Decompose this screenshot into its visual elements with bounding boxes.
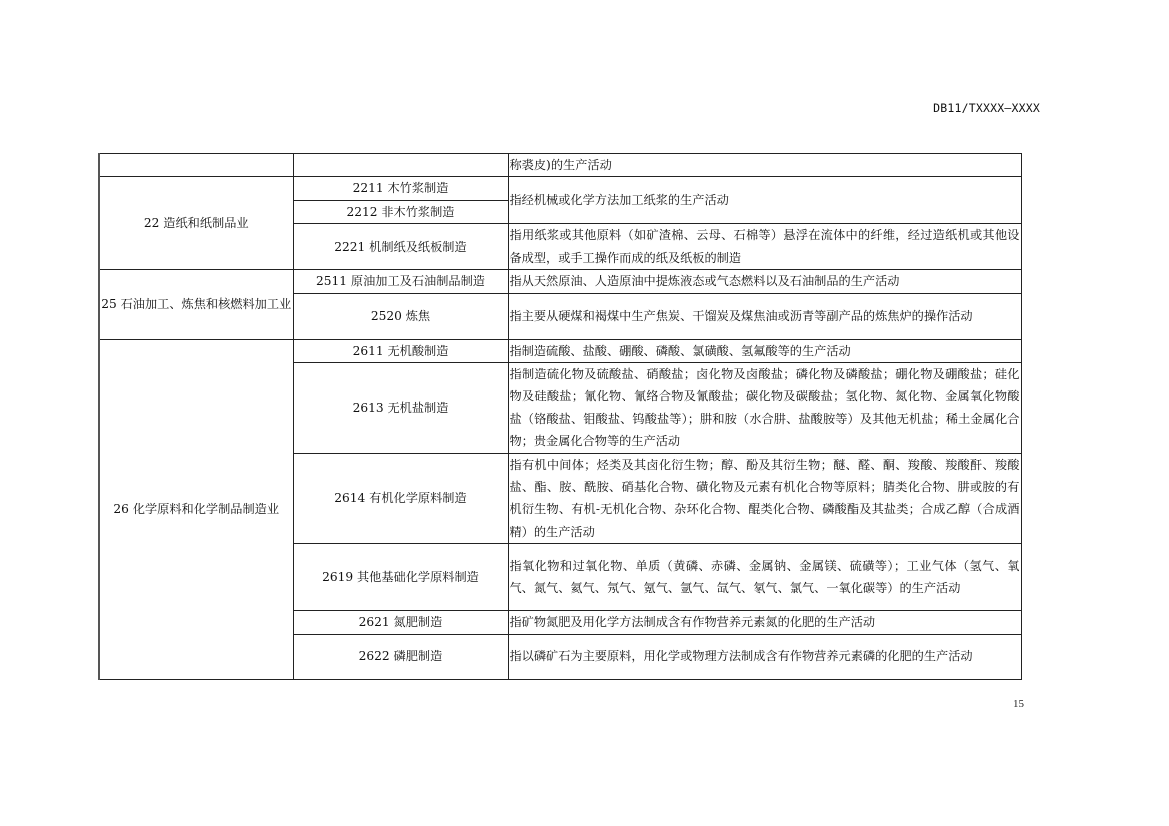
description-cell: 指制造硫化物及硫酸盐、硝酸盐；卤化物及卤酸盐；磷化物及磷酸盐；硼化物及硼酸盐；硅化物及硅酸盐；氰化物、氰络合物及氰酸盐；碳化物及碳酸盐；氢化物、氮化物、金属氧化物酸盐（铬酸盐、钼酸盐、钨酸盐等）；肼和胺（水合肼、盐酸胺等）及其他无机盐；稀土金属化合物；贵金属化合物等的生产活动 [508,363,1021,454]
description-cell: 指制造硫酸、盐酸、硼酸、磷酸、氯磺酸、氢氟酸等的生产活动 [508,339,1021,362]
subclass-cell: 2211 木竹浆制造 [293,177,508,200]
industry-classification-table [98,153,1022,680]
subclass-cell: 2511 原油加工及石油制品制造 [293,270,508,293]
subclass-cell: 2221 机制纸及纸板制造 [293,224,508,270]
subclass-cell: 2622 磷肥制造 [293,634,508,679]
category-cell [99,154,293,177]
description-cell: 指用纸浆或其他原料（如矿渣棉、云母、石棉等）悬浮在流体中的纤维，经过造纸机或其他设备成型，或手工操作而成的纸及纸板的制造 [508,224,1021,270]
description-cell: 指矿物氮肥及用化学方法制成含有作物营养元素氮的化肥的生产活动 [508,611,1021,634]
table-row [99,177,1021,200]
subclass-cell [293,154,508,177]
description-cell: 指有机中间体；烃类及其卤化衍生物；醇、酚及其衍生物；醚、醛、酮、羧酸、羧酸酐、羧酸盐、酯、胺、酰胺、硝基化合物、磺化物及元素有机化合物等原料；腈类化合物、肼或胺的有机衍生物、有机-无机化合物、杂环化合物、醌类化合物、磷酸酯及其盐类；合成乙醇（合成酒精）的生产活动 [508,453,1021,544]
subclass-cell: 2614 有机化学原料制造 [293,453,508,544]
description-cell: 指经机械或化学方法加工纸浆的生产活动 [508,177,1021,224]
description-cell: 指以磷矿石为主要原料，用化学或物理方法制成含有作物营养元素磷的化肥的生产活动 [508,634,1021,679]
description-cell: 称裘皮)的生产活动 [508,154,1021,177]
subclass-cell: 2212 非木竹浆制造 [293,200,508,223]
description-cell: 指主要从硬煤和褐煤中生产焦炭、干馏炭及煤焦油或沥青等副产品的炼焦炉的操作活动 [508,293,1021,339]
subclass-cell: 2611 无机酸制造 [293,339,508,362]
subclass-cell: 2520 炼焦 [293,293,508,339]
description-cell: 指氧化物和过氧化物、单质（黄磷、赤磷、金属钠、金属镁、硫磺等）；工业气体（氢气、氧气、氮气、氦气、氖气、氪气、氩气、氙气、氡气、氯气、一氧化碳等）的生产活动 [508,544,1021,611]
table-row [99,270,1021,293]
category-cell-26: 26 化学原料和化学制品制造业 [99,339,293,679]
document-code-header: DB11/TXXXX—XXXX [933,101,1040,115]
subclass-cell: 2613 无机盐制造 [293,363,508,454]
category-cell-25: 25 石油加工、炼焦和核燃料加工业 [99,270,293,339]
subclass-cell: 2619 其他基础化学原料制造 [293,544,508,611]
subclass-cell: 2621 氮肥制造 [293,611,508,634]
description-cell: 指从天然原油、人造原油中提炼液态或气态燃料以及石油制品的生产活动 [508,270,1021,293]
table-row [99,339,1021,362]
table-row-continuation [99,154,1021,177]
page-number: 15 [1013,698,1024,710]
category-cell-22: 22 造纸和纸制品业 [99,177,293,270]
